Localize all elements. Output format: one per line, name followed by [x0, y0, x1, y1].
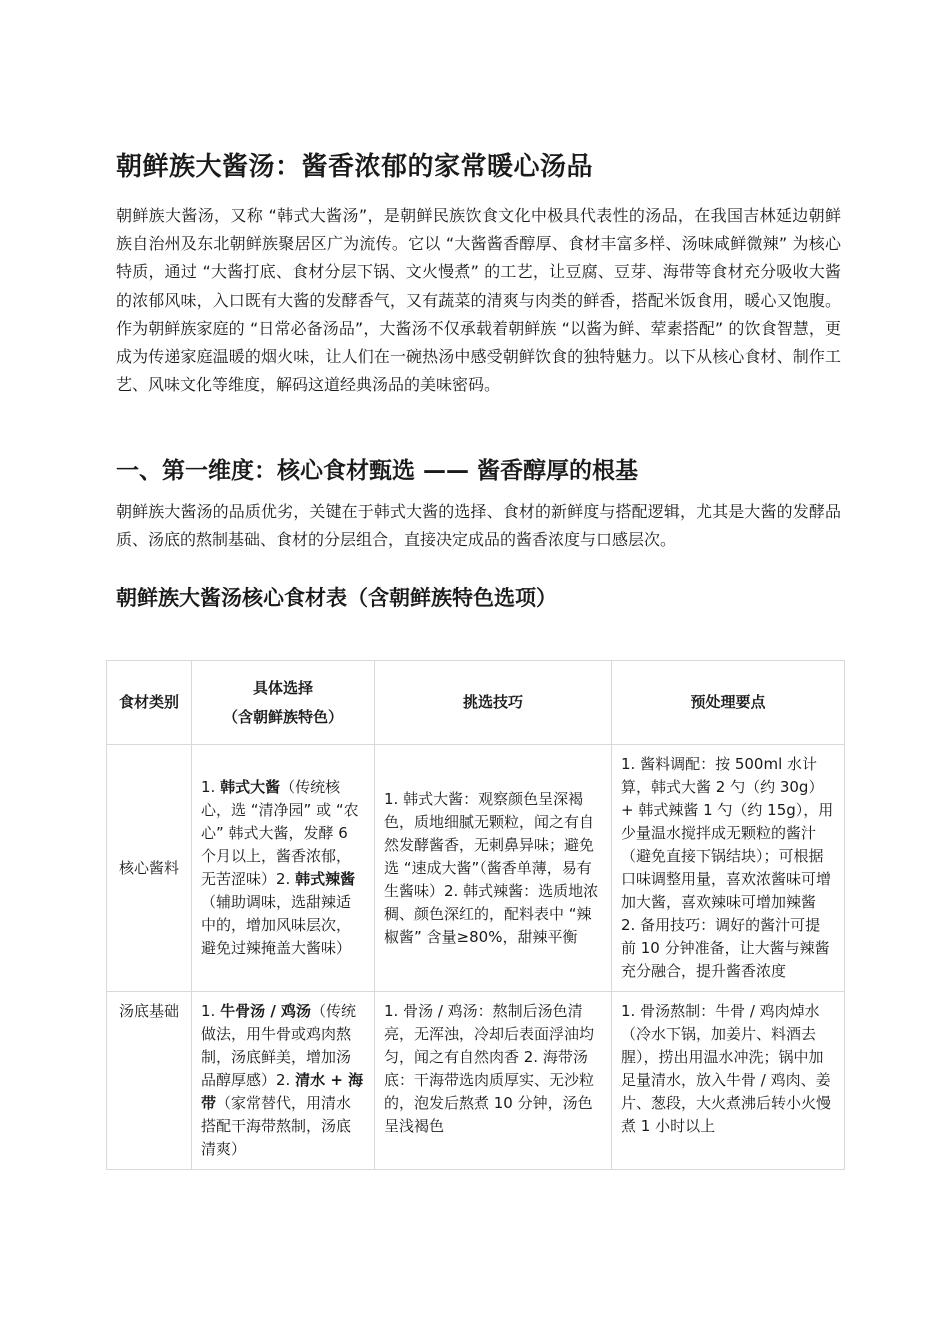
table-header-row [107, 661, 845, 745]
row-prep: 1. 酱料调配：按 500ml 水计算，韩式大酱 2 勺（约 30g）+ 韩式辣酱 1 勺（约 15g），用少量温水搅拌成无颗粒的酱汁（避免直接下锅结块）；可根据口味调整用量，喜欢浓酱味可增加大酱，喜欢辣味可增加辣酱 2. 备用技巧：调好的酱汁可提前 10 分钟准备，让大酱与辣酱充分融合，提升酱香浓度 [612, 745, 845, 992]
table-title: 朝鲜族大酱汤核心食材表（含朝鲜族特色选项） [116, 586, 557, 610]
table-row [107, 745, 845, 992]
section-paragraph: 朝鲜族大酱汤的品质优劣，关键在于韩式大酱的选择、食材的新鲜度与搭配逻辑，尤其是大酱的发酵品质、汤底的熬制基础、食材的分层组合，直接决定成品的酱香浓度与口感层次。 [116, 502, 841, 550]
header-prep: 预处理要点 [612, 661, 845, 745]
table-row [107, 992, 845, 1170]
section-heading: 一、第一维度：核心食材甄选 —— 酱香醇厚的根基 [116, 458, 639, 484]
page-title: 朝鲜族大酱汤：酱香浓郁的家常暖心汤品 [116, 152, 594, 182]
row-choice: 1. 韩式大酱（传统核心，选 “清净园” 或 “农心” 韩式大酱，发酵 6 个月以上，酱香浓郁，无苦涩味）2. 韩式辣酱（辅助调味，选甜辣适中的，增加风味层次，避免过辣掩盖大酱味） [192, 745, 375, 992]
header-tips: 挑选技巧 [375, 661, 612, 745]
row-category: 汤底基础 [107, 992, 192, 1170]
ingredients-table-container [106, 660, 845, 1208]
row-prep: 1. 骨汤熬制：牛骨 / 鸡肉焯水（冷水下锅，加姜片、料酒去腥），捞出用温水冲洗；锅中加足量清水，放入牛骨 / 鸡肉、姜片、葱段，大火煮沸后转小火慢煮 1 小时以上 [612, 992, 845, 1170]
row-tips: 1. 骨汤 / 鸡汤：熬制后汤色清亮，无浑浊，冷却后表面浮油均匀，闻之有自然肉香 2. 海带汤底：干海带选肉质厚实、无沙粒的，泡发后熬煮 10 分钟，汤色呈浅褐色 [375, 992, 612, 1170]
header-choice: 具体选择 （含朝鲜族特色） [192, 661, 375, 745]
ingredients-table [106, 660, 845, 1170]
row-choice: 1. 牛骨汤 / 鸡汤（传统做法，用牛骨或鸡肉熬制，汤底鲜美，增加汤品醇厚感）2. 清水 + 海带（家常替代，用清水搭配干海带熬制，汤底清爽） [192, 992, 375, 1170]
row-category: 核心酱料 [107, 745, 192, 992]
intro-paragraph: 朝鲜族大酱汤，又称 “韩式大酱汤”，是朝鲜民族饮食文化中极具代表性的汤品，在我国吉林延边朝鲜族自治州及东北朝鲜族聚居区广为流传。它以 “大酱酱香醇厚、食材丰富多样、汤味咸鲜微辣” 为核心特质，通过 “大酱打底、食材分层下锅、文火慢煮” 的工艺，让豆腐、豆芽、海带等食材充分吸收大酱的浓郁风味，入口既有大酱的发酵香气，又有蔬菜的清爽与肉类的鲜香，搭配米饭食用，暖心又饱腹。作为朝鲜族家庭的 “日常必备汤品”，大酱汤不仅承载着朝鲜族 “以酱为鲜、荤素搭配” 的饮食智慧，更成为传递家庭温暖的烟火味，让人们在一碗热汤中感受朝鲜饮食的独特魅力。以下从核心食材、制作工艺、风味文化等维度，解码这道经典汤品的美味密码。 [116, 206, 841, 395]
row-tips: 1. 韩式大酱：观察颜色呈深褐色，质地细腻无颗粒，闻之有自然发酵酱香，无刺鼻异味；避免选 “速成大酱”（酱香单薄，易有生酱味）2. 韩式辣酱：选质地浓稠、颜色深红的，配料表中 “辣椒酱” 含量≥80%，甜辣平衡 [375, 745, 612, 992]
header-category: 食材类别 [107, 661, 192, 745]
